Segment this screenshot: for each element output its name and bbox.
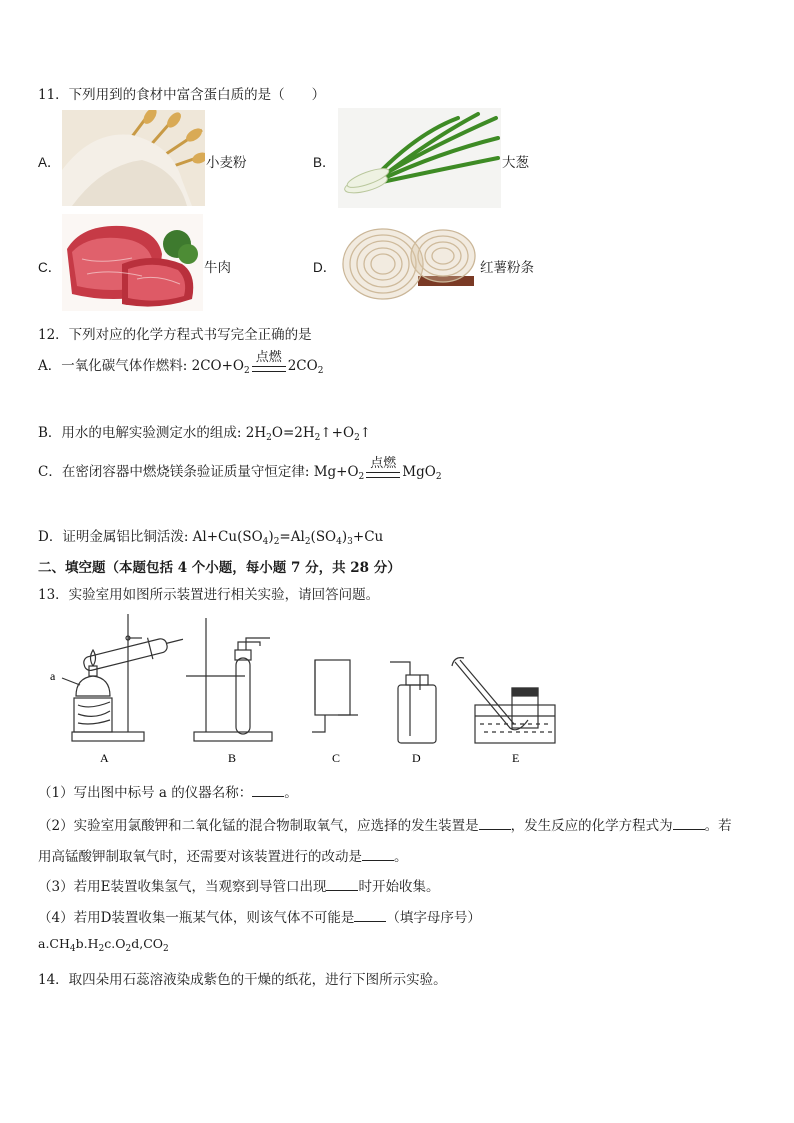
green-onion-photo bbox=[338, 108, 501, 208]
q13-p2-text-c: 。若 bbox=[704, 818, 732, 834]
label-apparatus-e: E bbox=[512, 751, 520, 765]
q12-a-prefix: A．一氧化碳气体作燃料: bbox=[38, 358, 188, 374]
q13-part-2-line1 bbox=[38, 814, 732, 834]
q13-p3-text-a: （3）若用E装置收集氢气，当观察到导管口出现 bbox=[38, 879, 327, 895]
wheat-flour-photo bbox=[62, 110, 205, 206]
marker-a: a bbox=[50, 669, 56, 683]
q11-option-c-letter: C． bbox=[38, 260, 62, 275]
apparatus-b bbox=[186, 618, 272, 741]
q11-option-d-label: 红薯粉条 bbox=[480, 260, 534, 275]
q11-option-c-label: 牛肉 bbox=[204, 260, 231, 275]
answer-blank[interactable] bbox=[362, 848, 394, 861]
label-apparatus-c: C bbox=[332, 751, 341, 765]
q13-p1-end: 。 bbox=[284, 785, 298, 801]
q13-part-4-choices: $a.CH_4b.H_2c.O_2d,CO_2$ bbox=[38, 936, 169, 954]
q13-p2-end: 。 bbox=[394, 849, 408, 865]
beef-photo bbox=[62, 214, 203, 311]
section-2-heading: 二、填空题（本题包括 4 个小题，每小题 7 分，共 28 分） bbox=[38, 560, 401, 576]
apparatus-c bbox=[312, 660, 358, 732]
q13-part-3 bbox=[38, 875, 439, 895]
answer-blank[interactable] bbox=[252, 784, 284, 797]
q13-part-1 bbox=[38, 781, 298, 801]
q12-option-c: C．在密闭容器中燃烧镁条验证质量守恒定律: $Mg+O_2$ 点燃 MgO$_2$ bbox=[38, 456, 442, 482]
q13-part-2-line2 bbox=[38, 845, 408, 865]
q11-option-b-letter: B． bbox=[313, 155, 336, 170]
q12-option-b: B．用水的电解实验测定水的组成: $2H_2O=2H_2↑+O_2↑$ bbox=[38, 425, 372, 443]
q11-stem: 11．下列用到的食材中富含蛋白质的是（ ） bbox=[38, 87, 326, 103]
apparatus-a bbox=[62, 614, 186, 741]
label-apparatus-a: A bbox=[100, 751, 109, 765]
q14-stem: 14．取四朵用石蕊溶液染成紫色的干燥的纸花，进行下图所示实验。 bbox=[38, 972, 447, 988]
q12-d-prefix: D．证明金属铝比铜活泼: bbox=[38, 529, 189, 545]
q12-option-d: D．证明金属铝比铜活泼: $Al+Cu(SO_4)_2=Al_2(SO_4)_3+Cu$ bbox=[38, 529, 384, 547]
q12-c-prefix: C．在密闭容器中燃烧镁条验证质量守恒定律: bbox=[38, 464, 310, 480]
apparatus-d bbox=[390, 662, 436, 743]
q13-p2-text-a: （2）实验室用氯酸钾和二氧化锰的混合物制取氧气，应选择的发生装置是 bbox=[38, 818, 479, 834]
label-apparatus-d: D bbox=[412, 751, 421, 765]
q12-a-condition: 点燃 bbox=[255, 350, 282, 365]
answer-blank[interactable] bbox=[326, 878, 358, 891]
q13-p2-text-b: ，发生反应的化学方程式为 bbox=[510, 818, 673, 834]
q13-p1-text: （1）写出图中标号 a 的仪器名称： bbox=[38, 785, 253, 801]
lab-apparatus-figure bbox=[40, 610, 570, 770]
q11-option-a-label: 小麦粉 bbox=[206, 155, 247, 170]
q13-p4-text-b: （填字母序号） bbox=[386, 910, 481, 926]
q12-b-prefix: B．用水的电解实验测定水的组成: bbox=[38, 425, 242, 441]
answer-blank[interactable] bbox=[479, 817, 511, 830]
apparatus-e bbox=[452, 658, 555, 743]
q13-p2-text-d: 用高锰酸钾制取氧气时，还需要对该装置进行的改动是 bbox=[38, 849, 362, 865]
q13-p4-text-a: （4）若用D装置收集一瓶某气体，则该气体不可能是 bbox=[38, 910, 355, 926]
q12-stem: 12．下列对应的化学方程式书写完全正确的是 bbox=[38, 327, 312, 343]
label-apparatus-b: B bbox=[228, 751, 237, 765]
q12-option-a: A．一氧化碳气体作燃料: $2CO+O_2$ 点燃 $2CO_2$ bbox=[38, 350, 324, 376]
answer-blank[interactable] bbox=[673, 817, 705, 830]
q13-stem: 13．实验室用如图所示装置进行相关实验，请回答问题。 bbox=[38, 587, 380, 603]
q13-part-4 bbox=[38, 906, 481, 926]
q11-option-d-letter: D． bbox=[313, 260, 337, 275]
q11-option-a-letter: A． bbox=[38, 155, 61, 170]
q13-p3-text-b: 时开始收集。 bbox=[358, 879, 440, 895]
answer-blank[interactable] bbox=[354, 909, 386, 922]
q12-c-condition: 点燃 bbox=[370, 456, 397, 471]
sweet-potato-noodles-photo bbox=[338, 214, 479, 311]
q11-option-b-label: 大葱 bbox=[502, 155, 529, 170]
